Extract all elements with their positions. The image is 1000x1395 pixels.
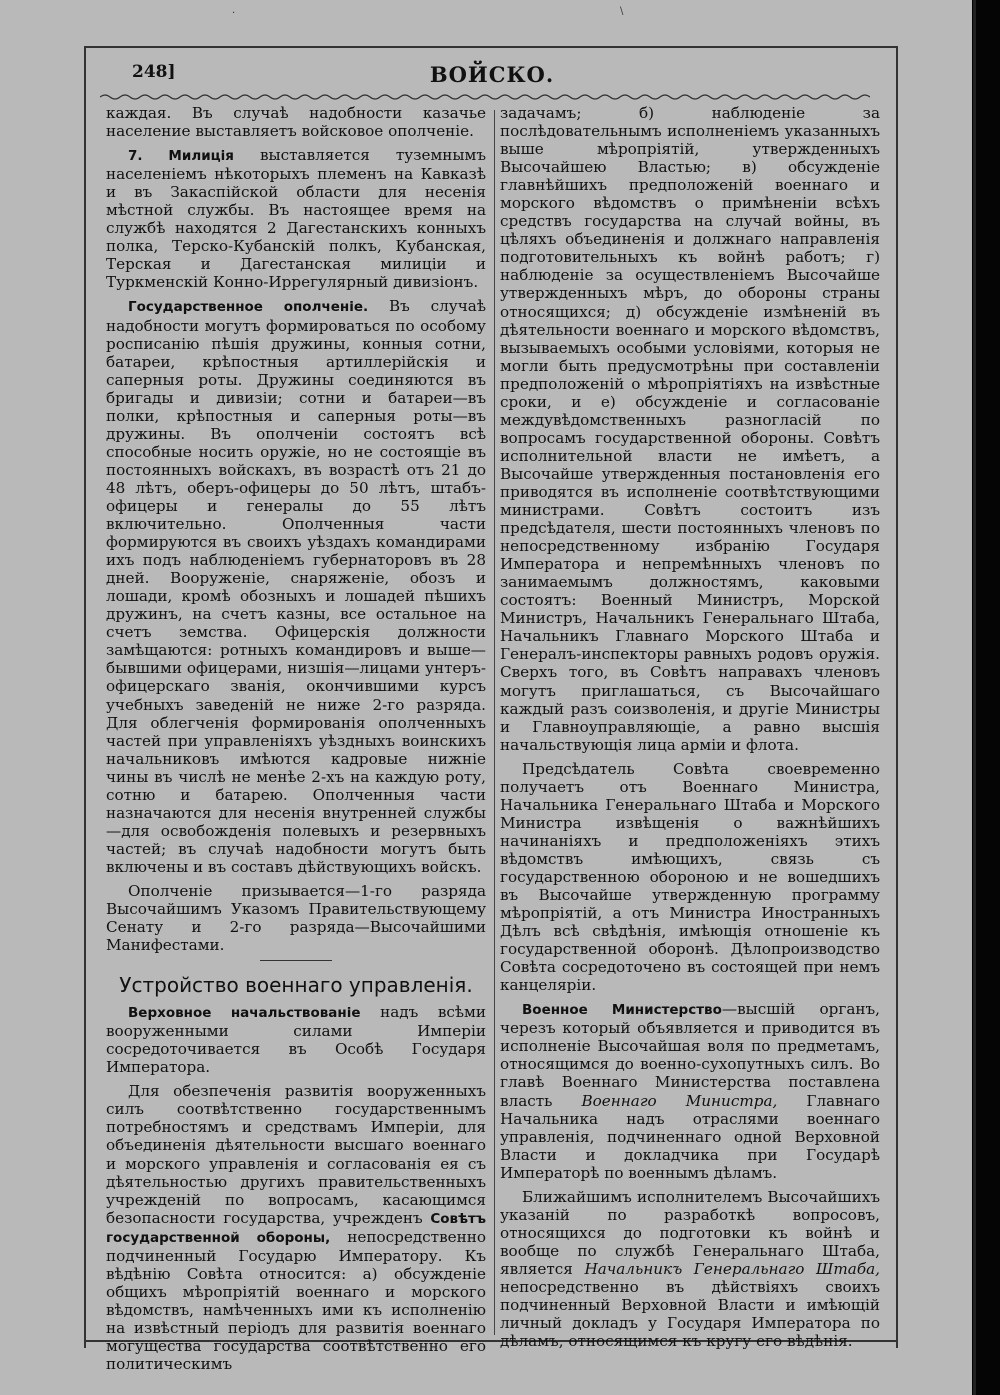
paragraph-text: Въ случаѣ надобности могутъ формироваться по особому росписанію пѣшія дружины, конныя сотни, батареи, крѣпостныя артиллерійскія и саперныя роты. Дружины соединяются въ бригады и дивизіи; сотни и батареи—въ полки, крѣпостныя и саперныя роты—въ дружины. Въ ополченіи состоятъ всѣ способные носить оружіе, но не состоящіе въ постоянныхъ войскахъ, въ возрастѣ отъ 21 до 48 лѣтъ, оберъ-офицеры до 50 лѣтъ, штабъ-офицеры и генералы до 55 лѣтъ включительно. Ополченныя части формируются въ своихъ уѣздахъ командирами ихъ подъ наблюденіемъ губернаторовъ въ 28 дней. Вооруженіе, снаряженіе, обозъ и лошади, кромѣ обозныхъ и лошадей пѣшихъ дружинъ, на счетъ казны, все остальное на счетъ земства. Офицерскія должности замѣщаются: ротныхъ командировъ и выше—бывшими офицерами, низшія—лицами унтеръ-офицерскаго званія, окончившими курсъ учебныхъ заведеній не ниже 2-го разряда. Для облегченія формированія ополченныхъ частей при управленіяхъ уѣздныхъ воинскихъ начальниковъ имѣются кадровые нижніе чины въ числѣ не менѣе 2-хъ на каждую роту, сотню и батарею. Ополченныя части назначаются для несенія внутренней службы—для освобожденія полевыхъ и резервныхъ частей; въ случаѣ надобности могутъ быть включены и въ составъ дѣйствующихъ войскъ. — [106, 297, 486, 876]
paragraph: каждая. Въ случаѣ надобности казачье население выставляетъ войсковое ополченіе. — [106, 104, 486, 141]
paragraph-opolchenie — [106, 297, 486, 876]
page-title: ВОЙСКО. — [429, 62, 555, 87]
paragraph-text: надъ всѣми вооруженными силами Имперіи сосредоточивается въ Особѣ Государя Императора. — [106, 1003, 486, 1077]
chief-of-staff-title: Начальникъ Генеральнаго Штаба, — [584, 1259, 880, 1278]
column-divider — [494, 110, 495, 1335]
paragraph-text: выставляется туземнымъ населеніемъ нѣкоторыхъ племенъ на Кавказѣ и въ Закаспійской области для несенія мѣстной службы. Въ настоящее время на службѣ находятся 2 Дагестанскихъ конныхъ полка, Терско-Кубанскій полкъ, Кубанская, Терская и Дагестанская милиціи и Туркменскій Конно-Иррегулярный дивизіонъ. — [106, 146, 486, 292]
opolchenie-heading: Государственное ополченіе. — [128, 299, 369, 316]
paragraph-text: Ближайшимъ исполнителемъ Высочайшихъ указаній по разработкѣ вопросовъ, относящихся до подготовки къ войнѣ и вообще по службѣ Генеральнаго Штаба, является — [500, 1187, 880, 1278]
supreme-command-heading: Верховное начальствованіе — [128, 1005, 361, 1022]
paragraph-text: Для обезпеченія развитія вооруженныхъ силъ соотвѣтственно государственнымъ потребностямъ и средствамъ Имперіи, для объединенія дѣятельности высшаго военнаго и морского управленія и согласованія ея съ дѣятельностью другихъ правительственныхъ учрежденій по вопросамъ, касающимся безопасности государства, учрежденъ — [106, 1082, 486, 1227]
war-minister-title: Военнаго Министра, — [581, 1091, 778, 1110]
section-title: Устройство военнаго управленія. — [119, 973, 473, 998]
left-column — [106, 104, 486, 1379]
paragraph: Предсѣдатель Совѣта своевременно получаетъ отъ Военнаго Министра, Начальника Генеральнаго Штаба и Морского Министра извѣщенія о важнѣйшихъ начинаніяхъ и предположеніяхъ этихъ вѣдомствъ имѣющихъ, связь съ государственною обороною и не вошедшихъ въ Высочайше утвержденную программу мѣропріятій, а отъ Министра Иностранныхъ Дѣлъ всѣ свѣдѣнія, имѣющія отношеніе къ государственной оборонѣ. Дѣлопроизводство Совѣта сосредоточено въ состоящей при немъ канцеляріи. — [500, 759, 880, 995]
paragraph: задачамъ; б) наблюденіе за послѣдовательнымъ исполненіемъ указанныхъ выше мѣропріятій, утвержденныхъ Высочайшею Властью; в) обсужденіе главнѣйшихъ предположеній военнаго и морского вѣдомствъ о примѣненіи всѣхъ средствъ государства на случай войны, въ цѣляхъ объединенія и должнаго направленія подготовительныхъ къ войнѣ работъ; г) наблюденіе за осуществленіемъ Высочайше утвержденныхъ мѣръ, до обороны страны относящихся; д) обсужденіе измѣненій въ дѣятельности военнаго и морского вѣдомствъ, вызываемыхъ особыми условіями, которыя не могли быть предусмотрѣны при составленіи предположеній о мѣропріятіяхъ на извѣстные сроки, и е) обсужденіе и согласованіе междувѣдомственныхъ разногласій по вопросамъ государственной обороны. Совѣтъ исполнительной власти не имѣетъ, а Высочайше утвержденныя постановленія его приводятся въ исполненіе соотвѣтствующими министрами. Совѣтъ состоитъ изъ предсѣдателя, шести постоянныхъ членовъ по непосредственному избранію Государя Императора и непремѣнныхъ членовъ по занимаемымъ должностямъ, каковыми состоятъ: Военный Министръ, Морской Министръ, Начальникъ Генеральнаго Штаба, Начальникъ Главнаго Морского Штаба и Генералъ-инспекторы равныхъ родовъ оружія. Сверхъ того, въ Совѣтъ направахъ членовъ могутъ приглашаться, съ Высочайшаго каждый разъ соизволенія, и другіе Министры и Главноуправляющіе, а равно высшія начальствующія лица арміи и флота. — [500, 104, 880, 754]
paragraph-militia — [106, 146, 486, 291]
paragraph-text: непосредственно подчиненный Государю Императору. Къ вѣдѣнію Совѣта относится: а) обсужденіе общихъ мѣропріятій военнаго и морского вѣдомствъ, намѣченныхъ ими къ исполненію на извѣстный періодъ для развитія военнаго могущества государства соотвѣтственно его политическимъ — [106, 1227, 487, 1374]
paragraph-defense-council — [106, 1082, 486, 1373]
militia-heading: 7. Милиція — [128, 148, 234, 165]
paragraph-text: —высшій органъ, черезъ который объявляется и приводится въ исполненіе Высочайшая воля по предметамъ, относящимся до военно-сухопутныхъ силъ. Во главѣ Военнаго Министерства поставлена власть — [500, 1000, 881, 1110]
paragraph: Ополченіе призывается—1-го разряда Высочайшимъ Указомъ Правительствующему Сенату и 2-го разряда—Высочайшими Манифестами. — [106, 881, 486, 955]
header-wavy-rule — [100, 93, 870, 101]
defense-council-heading: Совѣтъ государственной обороны, — [106, 1210, 486, 1246]
paragraph-text: Главнаго Начальника надъ отраслями военнаго управленія, подчиненнаго одной Верховной Власти и докладчика при Государѣ Императорѣ по военнымъ дѣламъ. — [500, 1091, 880, 1182]
scan-dark-edge — [972, 0, 1000, 1395]
paragraph-supreme-command — [106, 1003, 486, 1076]
war-ministry-heading: Военное Министерство — [522, 1002, 722, 1019]
paragraph-war-ministry — [500, 1000, 880, 1181]
scan-dust-mark: \ — [620, 6, 624, 17]
scan-edge-line — [973, 0, 976, 1395]
page-header — [92, 62, 892, 92]
right-column — [500, 104, 880, 1356]
scan-dust-mark: · — [232, 8, 236, 19]
paragraph-general-staff — [500, 1188, 880, 1350]
page-number: 248] — [132, 62, 176, 82]
section-divider — [260, 960, 332, 961]
paragraph-text: непосредственно въ дѣйствіяхъ своихъ подчиненный Верховной Власти и имѣющій личный докладъ у Государя Императора по дѣламъ, относящимся къ кругу его вѣдѣнія. — [500, 1278, 880, 1351]
